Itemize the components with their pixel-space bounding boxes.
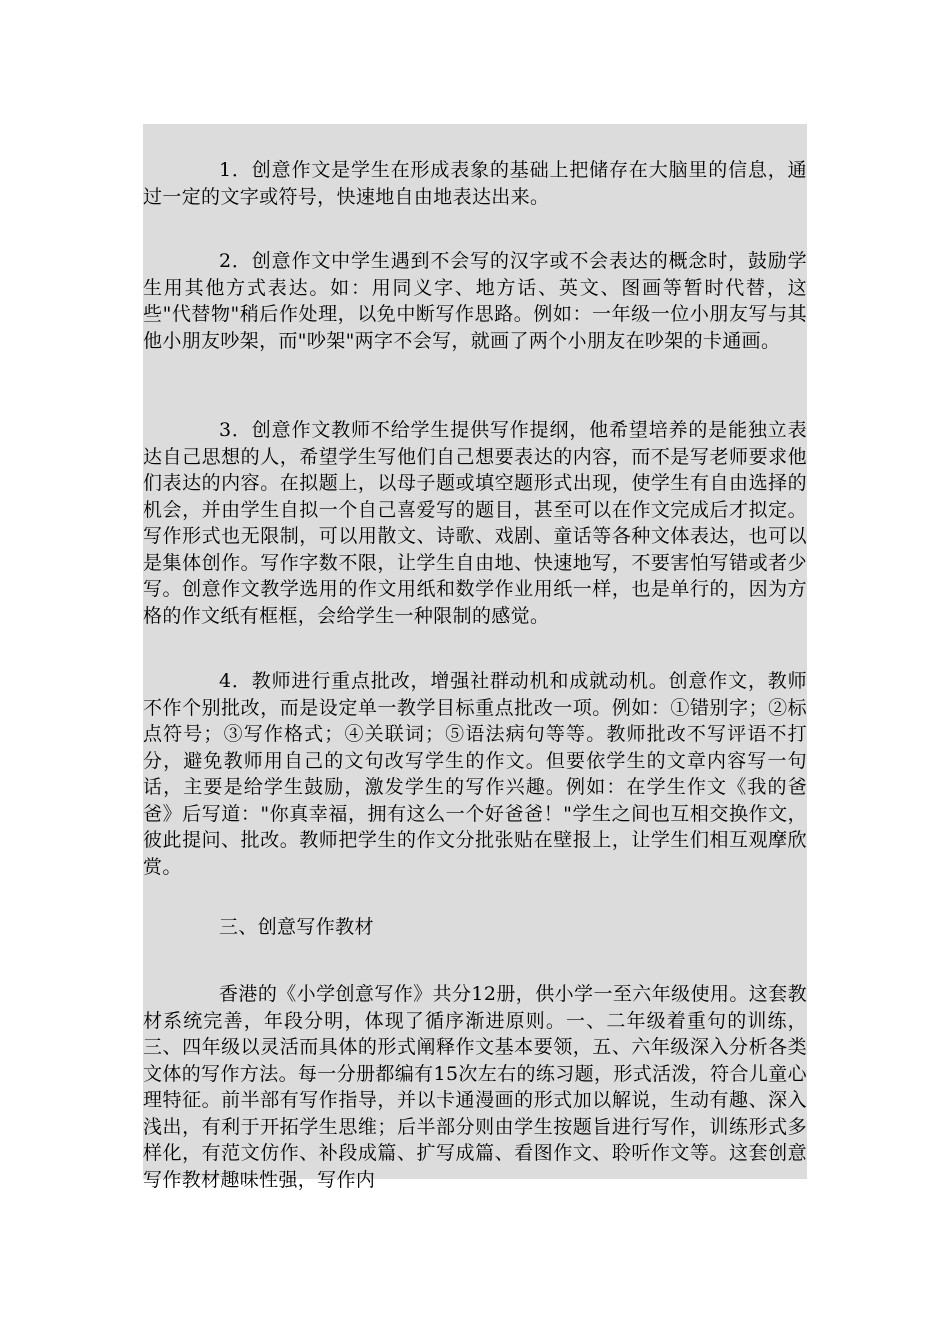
section-heading: 三、创意写作教材 (219, 916, 374, 938)
paragraph-4: 4．教师进行重点批改，增强社群动机和成就动机。创意作文，教师不作个别批改，而是设定单一教学目标重点批改一项。例如：①错别字；②标点符号；③写作格式；④关联词；⑤语法病句等等。教师批改不写评语不打分，避免教师用自己的文句改写学生的作文。但要依学生的文章内容写一句话，主要是给学生鼓励，激发学生的写作兴趣。例如：在学生作文《我的爸爸》后写道："你真幸福，拥有这么一个好爸爸！"学生之间也互相交换作文，彼此提问、批改。教师把学生的作文分批张贴在壁报上，让学生们相互观摩欣赏。 (143, 670, 807, 878)
document-text-block (143, 124, 807, 1191)
paragraph-3: 3．创意作文教师不给学生提供写作提纲，他希望培养的是能独立表达自己思想的人，希望学生写他们自己想要表达的内容，而不是写老师要求他们表达的内容。在拟题上，以母子题或填空题形式出现，使学生有自由选择的机会，并由学生自拟一个自己喜爱写的题目，甚至可以在作文完成后才拟定。写作形式也无限制，可以用散文、诗歌、戏剧、童话等各种文体表达，也可以是集体创作。写作字数不限，让学生自由地、快速地写，不要害怕写错或者少写。创意作文教学选用的作文用纸和数学作业用纸一样，也是单行的，因为方格的作文纸有框框，会给学生一种限制的感觉。 (143, 419, 807, 627)
paragraph-5: 香港的《小学创意写作》共分12册，供小学一至六年级使用。这套教材系统完善，年段分明，体现了循序渐进原则。一、二年级着重句的训练，三、四年级以灵活而具体的形式阐释作文基本要领，五、六年级深入分析各类文体的写作方法。每一分册都编有15次左右的练习题，形式活泼，符合儿童心理特征。前半部有写作指导，并以卡通漫画的形式加以解说，生动有趣、深入浅出，有利于开拓学生思维；后半部分则由学生按题旨进行写作，训练形式多样化，有范文仿作、补段成篇、扩写成篇、看图作文、聆听作文等。这套创意写作教材趣味性强，写作内 (143, 983, 807, 1191)
paragraph-1: 1．创意作文是学生在形成表象的基础上把储存在大脑里的信息，通过一定的文字或符号，快速地自由地表达出来。 (143, 159, 807, 208)
paragraph-2: 2．创意作文中学生遇到不会写的汉字或不会表达的概念时，鼓励学生用其他方式表达。如：用同义字、地方话、英文、图画等暂时代替，这些"代替物"稍后作处理，以免中断写作思路。例如：一年级一位小朋友写与其他小朋友吵架，而"吵架"两字不会写，就画了两个小朋友在吵架的卡通画。 (143, 250, 807, 352)
